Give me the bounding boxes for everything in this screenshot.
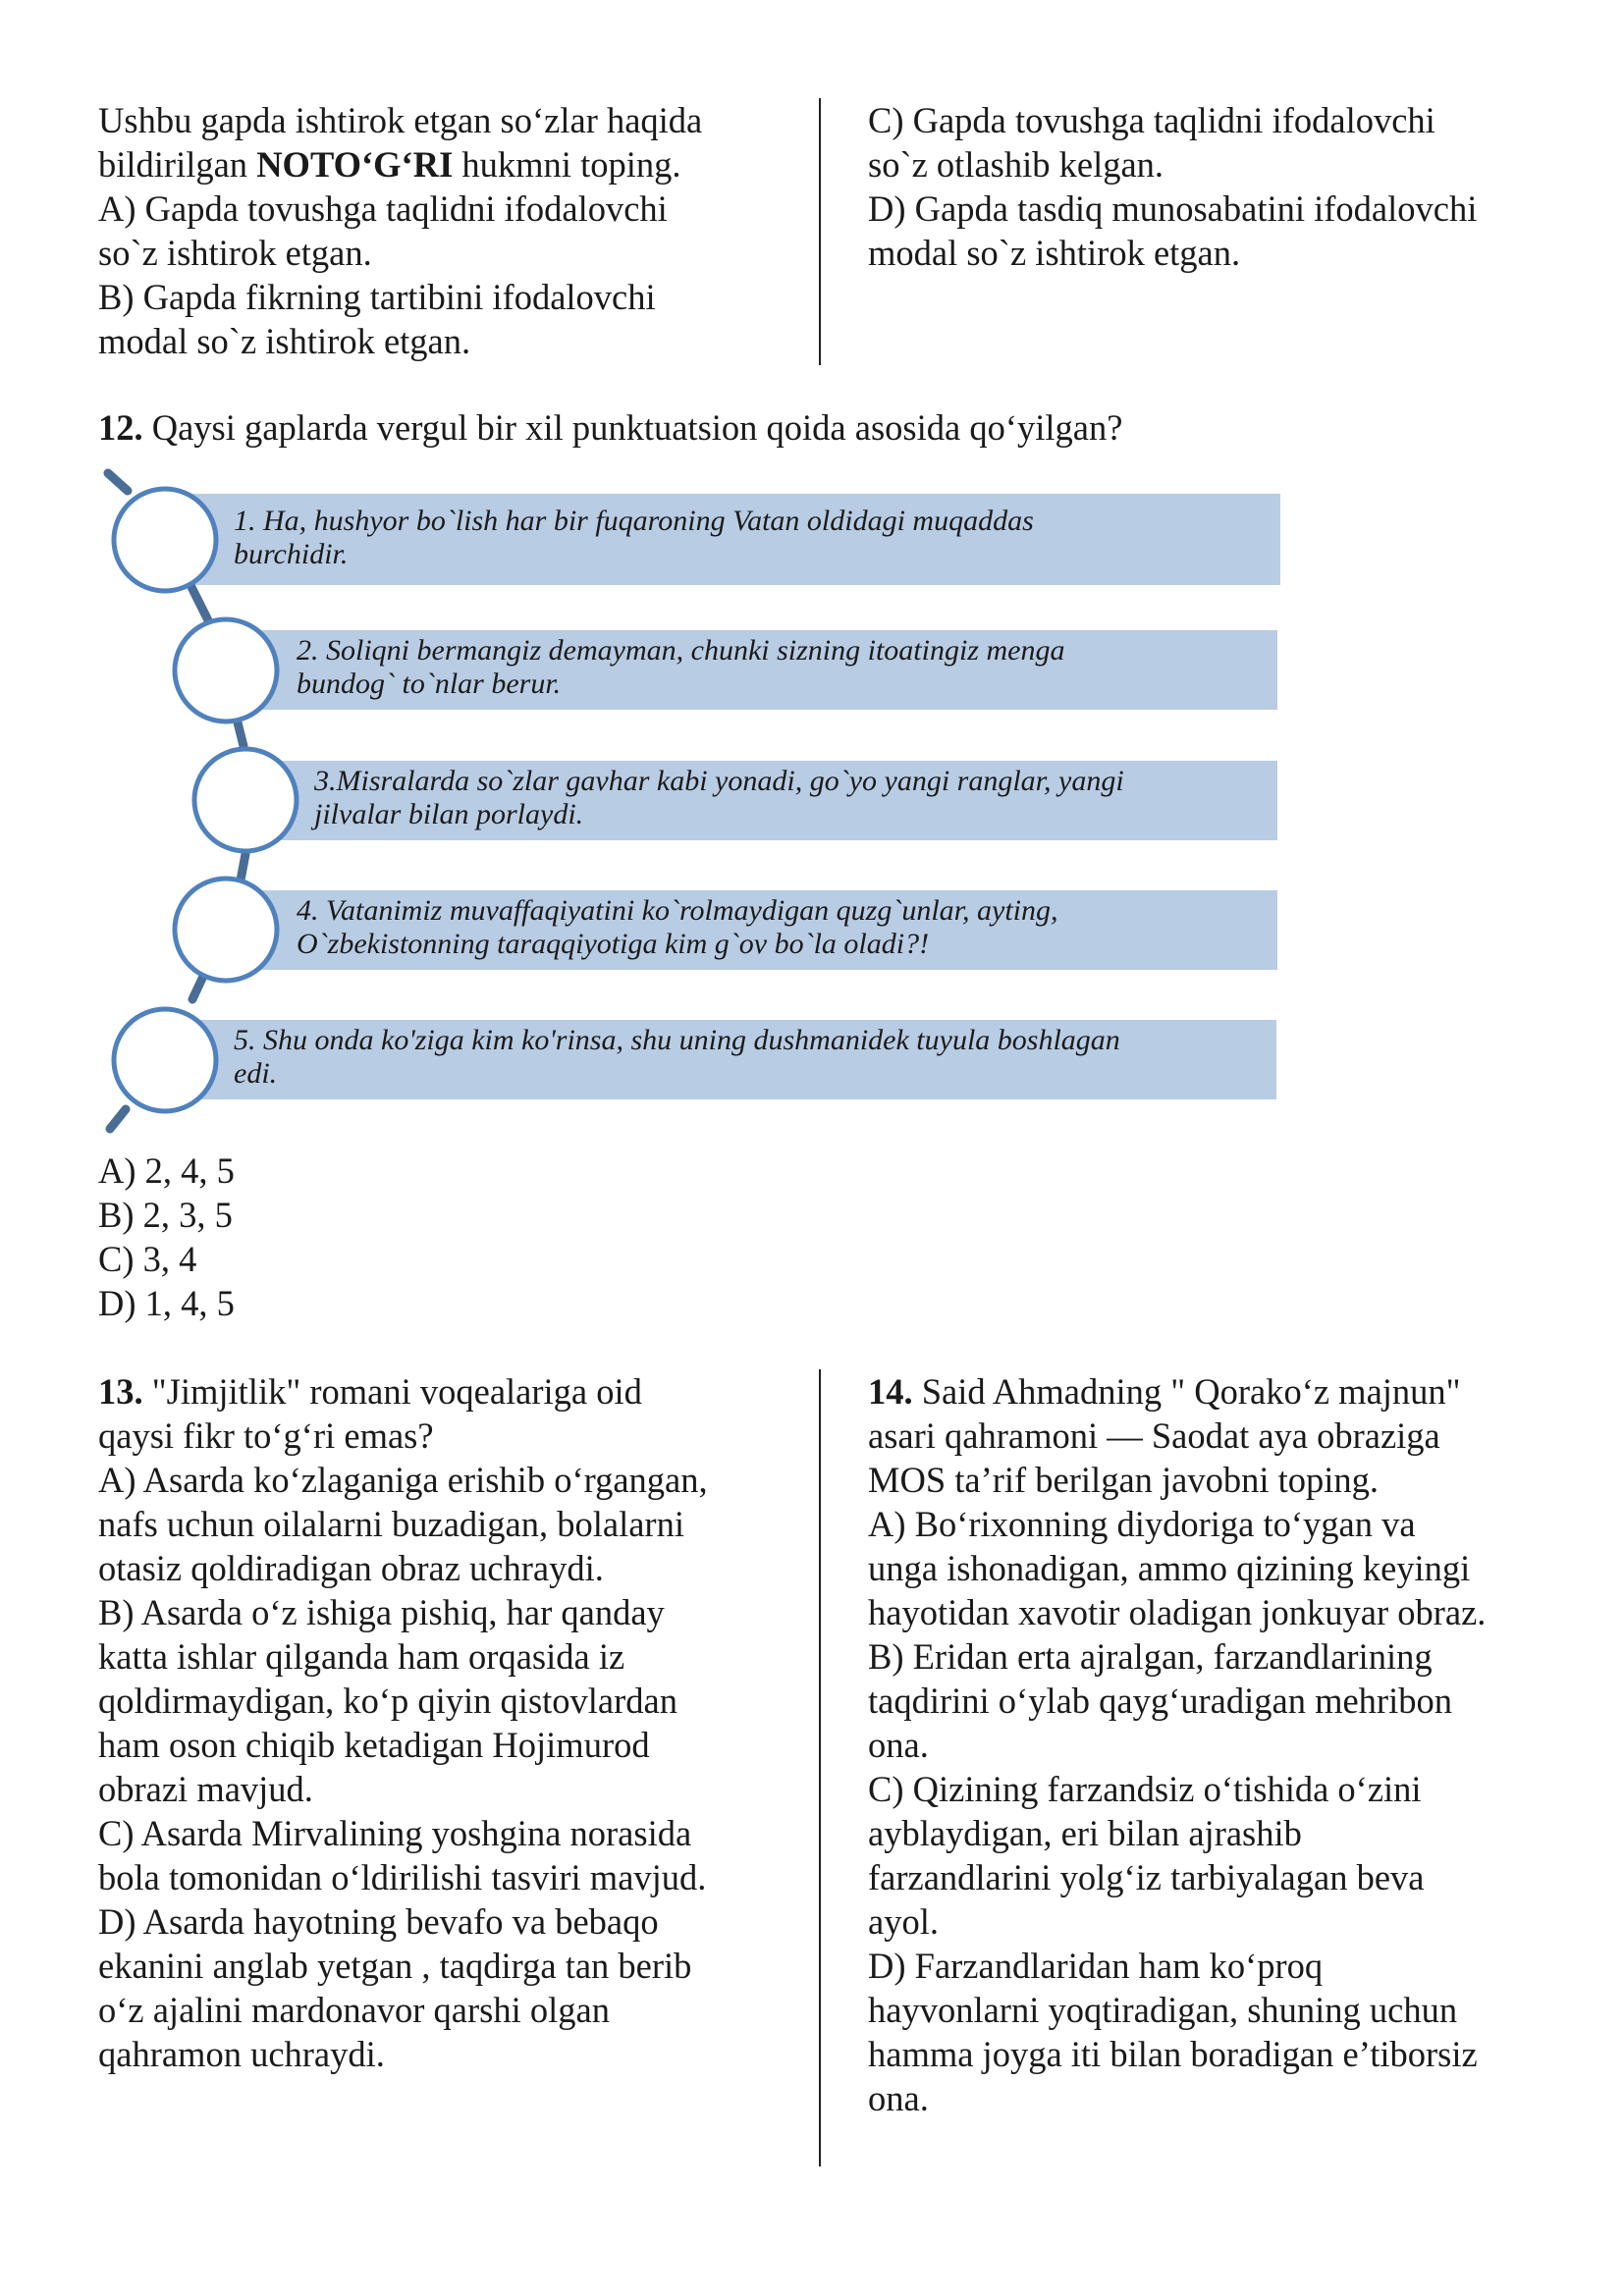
question-14-line: B) Eridan erta ajralgan, farzandlarining <box>868 1636 1433 1677</box>
sentence-4-line-1: 4. Vatanimiz muvaffaqiyatini ko`rolmaydigan quzg`unlar, ayting, <box>297 894 1058 927</box>
sentence-3-line-1: 3.Misralarda so`zlar gavhar kabi yonadi, go`yo yangi ranglar, yangi <box>314 765 1124 797</box>
question-13-line: o‘z ajalini mardonavor qarshi olgan <box>98 1990 610 2030</box>
answer-d: D) 1, 4, 5 <box>98 1283 235 1323</box>
sentence-1-line-1: 1. Ha, hushyor bo`lish har bir fuqaroning Vatan oldidagi muqaddas <box>234 505 1034 537</box>
question-13-line: otasiz qoldiradigan obraz uchraydi. <box>98 1548 604 1588</box>
question-13-line: ekanini anglab yetgan , taqdirga tan berib <box>98 1946 692 1986</box>
question-14-line: asari qahramoni — Saodat aya obraziga <box>868 1415 1440 1456</box>
option-b-line-2: modal so`z ishtirok etgan. <box>98 321 471 361</box>
question-12-answers <box>98 1148 235 1325</box>
answer-c: C) 3, 4 <box>98 1239 197 1279</box>
question-12-text: Qaysi gaplarda vergul bir xil punktuatsion qoida asosida qo‘yilgan? <box>142 407 1123 448</box>
question-12-number: 12. <box>98 407 143 448</box>
question-14-line: D) Farzandlaridan ham ko‘proq <box>868 1946 1324 1986</box>
option-a-line-2: so`z ishtirok etgan. <box>98 233 372 273</box>
question-14-line: unga ishonadigan, ammo qizining keyingi <box>868 1548 1471 1588</box>
question-13-line: D) Asarda hayotning bevafo va bebaqo <box>98 1901 659 1942</box>
option-c-line-1: C) Gapda tovushga taqlidni ifodalovchi <box>868 100 1435 140</box>
question-14 <box>868 1369 1575 2120</box>
answer-b: B) 2, 3, 5 <box>98 1195 233 1235</box>
sentence-2 <box>297 634 1064 701</box>
question-14-line: ona. <box>868 2078 929 2118</box>
question-13-line: qoldirmaydigan, ko‘p qiyin qistovlardan <box>98 1681 677 1721</box>
question-13-line: A) Asarda ko‘zlaganiga erishib o‘rgangan, <box>98 1460 708 1500</box>
question-13-line: qaysi fikr to‘g‘ri emas? <box>98 1415 434 1456</box>
answer-a: A) 2, 4, 5 <box>98 1150 235 1191</box>
option-d-line-1: D) Gapda tasdiq munosabatini ifodalovchi <box>868 188 1478 229</box>
question-13-line: obrazi mavjud. <box>98 1769 313 1809</box>
sentence-5-line-2: edi. <box>234 1057 278 1090</box>
option-b-line-1: B) Gapda fikrning tartibini ifodalovchi <box>98 277 656 317</box>
question-13-line: ham oson chiqib ketadigan Hojimurod <box>98 1725 650 1765</box>
intro-line-1: Ushbu gapda ishtirok etgan so‘zlar haqida <box>98 100 703 140</box>
intro-line-2-post: hukmni toping. <box>453 144 681 185</box>
question-14-line: taqdirini o‘ylab qayg‘uradigan mehribon <box>868 1681 1452 1721</box>
sentence-5-line-1: 5. Shu onda ko'ziga kim ko'rinsa, shu uning dushmanidek tuyula boshlagan <box>234 1024 1120 1056</box>
bullet-circle-5 <box>114 1009 216 1111</box>
bullet-circle-2 <box>175 619 277 721</box>
intro-line-2-pre: bildirilgan <box>98 144 257 185</box>
bullet-circle-1 <box>114 489 216 591</box>
sentence-3 <box>314 765 1124 831</box>
sentence-4 <box>297 894 1058 961</box>
question-13-number: 13. <box>98 1371 143 1412</box>
question-13-line: nafs uchun oilalarni buzadigan, bolalarni <box>98 1504 684 1544</box>
option-a-line-1: A) Gapda tovushga taqlidni ifodalovchi <box>98 188 668 229</box>
sentence-2-line-1: 2. Soliqni bermangiz demayman, chunki sizning itoatingiz menga <box>297 634 1065 667</box>
question-14-line-1 <box>868 1369 1575 1414</box>
question-13-line: B) Asarda o‘z ishiga pishiq, har qanday <box>98 1592 665 1632</box>
question-13-line-1 <box>98 1369 805 1414</box>
option-d-line-2: modal so`z ishtirok etgan. <box>868 233 1241 273</box>
question-13 <box>98 1369 805 2076</box>
sentence-3-line-2: jilvalar bilan porlaydi. <box>314 798 584 830</box>
question-13-text: "Jimjitlik" romani voqealariga oid <box>142 1371 642 1412</box>
sentence-1-line-2: burchidir. <box>234 538 349 570</box>
sentence-2-line-2: bundog` to`nlar berur. <box>297 667 562 700</box>
sentence-1 <box>234 505 1034 571</box>
question-14-line: C) Qizining farzandsiz o‘tishida o‘zini <box>868 1769 1422 1809</box>
question-14-line: ona. <box>868 1725 929 1765</box>
question-14-line: hayotidan xavotir oladigan jonkuyar obraz. <box>868 1592 1487 1632</box>
question-14-line: hamma joyga iti bilan boradigan e’tiborsiz <box>868 2034 1478 2074</box>
question-13-line: C) Asarda Mirvalining yoshgina norasida <box>98 1813 692 1853</box>
question-14-number: 14. <box>868 1371 913 1412</box>
bullet-circle-4 <box>175 879 277 981</box>
question-13-line: qahramon uchraydi. <box>98 2034 385 2074</box>
bullet-circle-3 <box>194 749 297 851</box>
question-14-line: hayvonlarni yoqtiradigan, shuning uchun <box>868 1990 1458 2030</box>
question-14-line: A) Bo‘rixonning diydoriga to‘ygan va <box>868 1504 1416 1544</box>
sentence-4-line-2: O`zbekistonning taraqqiyotiga kim g`ov bo`la oladi?! <box>297 928 930 960</box>
question-13-line: katta ishlar qilganda ham orqasida iz <box>98 1636 625 1677</box>
intro-line-2-bold: NOTO‘G‘RI <box>256 144 454 185</box>
question-14-text: Said Ahmadning " Qorako‘z majnun" <box>912 1371 1461 1412</box>
sentence-5 <box>234 1024 1120 1091</box>
question-14-line: MOS ta’rif berilgan javobni toping. <box>868 1460 1380 1500</box>
question-14-line: ayblaydigan, eri bilan ajrashib <box>868 1813 1302 1853</box>
question-14-line: ayol. <box>868 1901 939 1942</box>
question-13-line: bola tomonidan o‘ldirilishi tasviri mavjud. <box>98 1857 707 1897</box>
column-divider-bottom <box>819 1369 821 2166</box>
option-c-line-2: so`z otlashib kelgan. <box>868 144 1164 185</box>
question-14-line: farzandlarini yolg‘iz tarbiyalagan beva <box>868 1857 1425 1897</box>
